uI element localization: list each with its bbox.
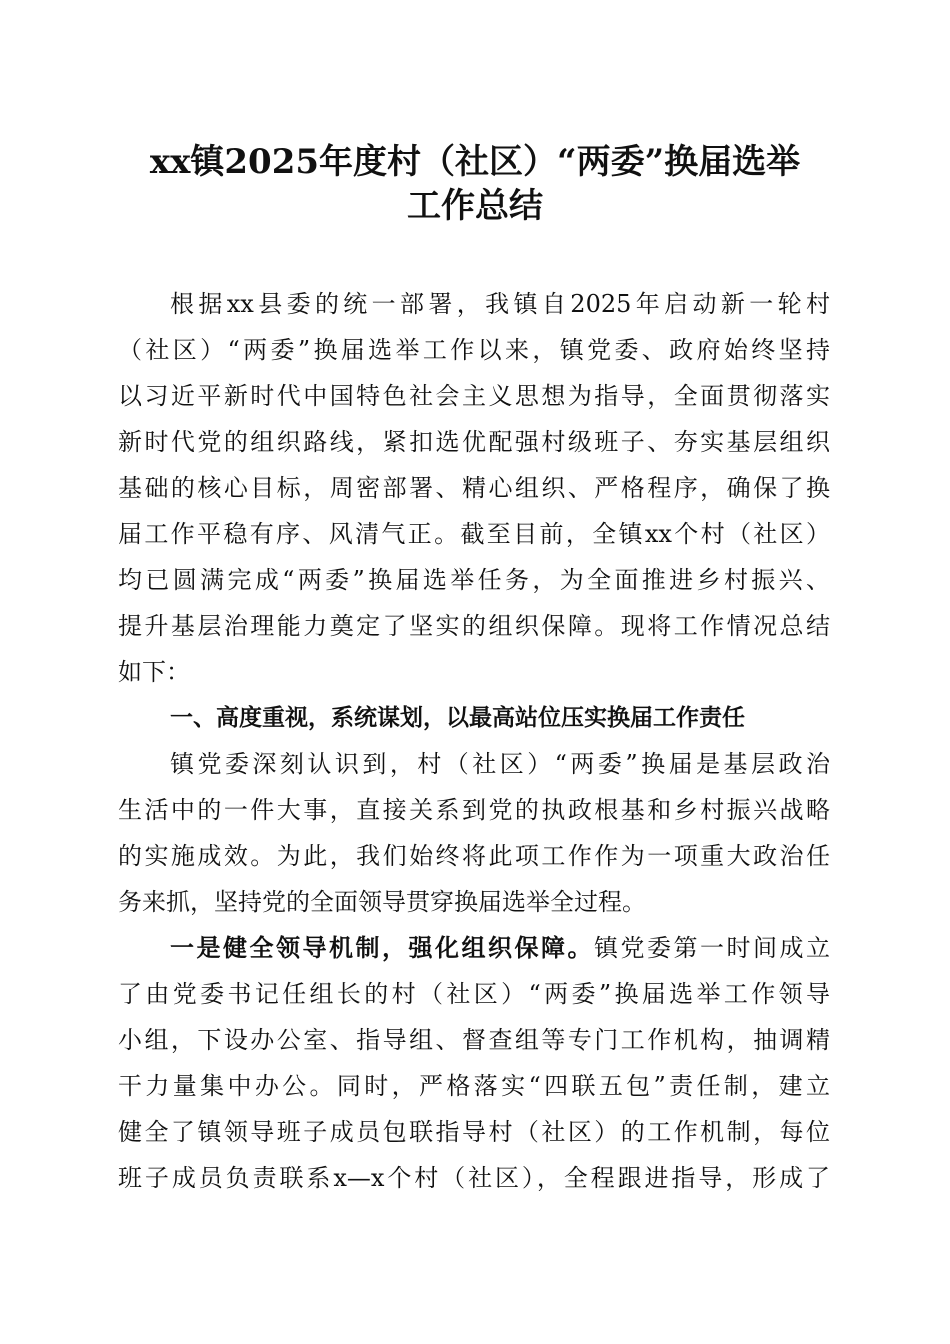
document-title-line-1: xx镇2025年度村（社区）“两委”换届选举 [149,142,801,182]
paragraph-1-line: 届工作平稳有序、风清气正。截至目前，全镇xx个村（社区） [118,520,830,548]
paragraph-2-line: 务来抓，坚持党的全面领导贯穿换届选举全过程。 [118,888,646,916]
paragraph-3-first-rest: 镇党委第一时间成立 [594,934,830,962]
paragraph-1-line: 根据xx县委的统一部署，我镇自2025年启动新一轮村 [170,290,830,318]
paragraph-1-line: 均已圆满完成“两委”换届选举任务，为全面推进乡村振兴、 [118,566,830,594]
paragraph-1-line: 如下： [118,658,190,686]
paragraph-1-line: 提升基层治理能力奠定了坚实的组织保障。现将工作情况总结 [118,612,830,640]
paragraph-3-line: 了由党委书记任组长的村（社区）“两委”换届选举工作领导 [118,980,830,1008]
paragraph-3-first-line [118,925,830,971]
paragraph-3-lead: 一是健全领导机制，强化组织保障。 [170,933,594,962]
paragraph-3-line: 班子成员负责联系x—x个村（社区），全程跟进指导，形成了 [118,1164,830,1192]
paragraph-2-line: 镇党委深刻认识到，村（社区）“两委”换届是基层政治 [170,750,830,778]
paragraph-1-line: （社区）“两委”换届选举工作以来，镇党委、政府始终坚持 [118,336,830,364]
paragraph-3-line: 小组，下设办公室、指导组、督查组等专门工作机构，抽调精 [118,1026,830,1054]
document-title-line-2: 工作总结 [407,186,543,226]
paragraph-1-line: 基础的核心目标，周密部署、精心组织、严格程序，确保了换 [118,474,830,502]
section-1-heading: 一、高度重视，系统谋划，以最高站位压实换届工作责任 [170,705,745,731]
document-body [118,281,830,1201]
paragraph-3-line: 干力量集中办公。同时，严格落实“四联五包”责任制，建立 [118,1072,830,1100]
paragraph-1-line: 新时代党的组织路线，紧扣选优配强村级班子、夯实基层组织 [118,428,830,456]
paragraph-2-line: 的实施成效。为此，我们始终将此项工作作为一项重大政治任 [118,842,830,870]
paragraph-2-line: 生活中的一件大事，直接关系到党的执政根基和乡村振兴战略 [118,796,830,824]
paragraph-3-line: 健全了镇领导班子成员包联指导村（社区）的工作机制，每位 [118,1118,830,1146]
paragraph-1-line: 以习近平新时代中国特色社会主义思想为指导，全面贯彻落实 [118,382,830,410]
